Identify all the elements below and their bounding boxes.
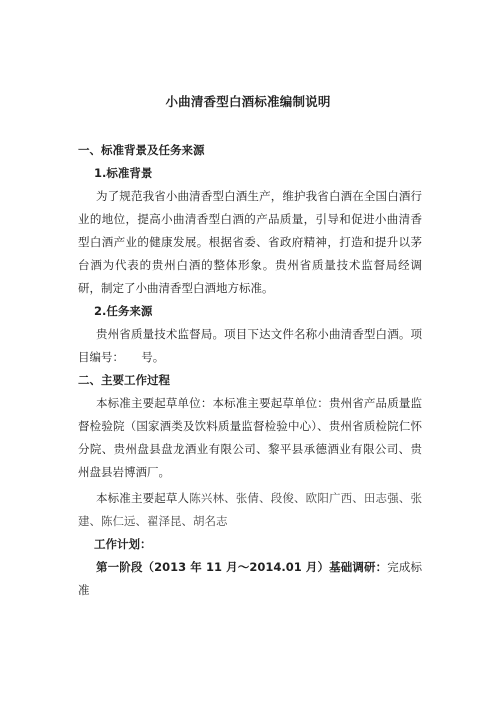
paragraph-task-source: 贵州省质量技术监督局。项目下达文件名称小曲清香型白酒。项目编号： 号。 xyxy=(78,327,422,364)
drafters-lead: 本标准主要起草人 xyxy=(96,491,190,505)
work-plan-heading: 工作计划： xyxy=(94,537,152,551)
paragraph-drafters xyxy=(78,487,422,533)
paragraph-drafting-units: 本标准主要起草单位：本标准主要起草单位：贵州省产品质量监督检验院（国家酒类及饮料质量监督检验中心）、贵州省质检院仁怀分院、贵州盘县盘龙酒业有限公司、黎平县承德酒业有限公司、贵州盘县岩博酒厂。 xyxy=(78,396,422,479)
drafters-names: 陈兴林、张倩、段俊、欧阳广西、田志强、张建、陈仁远、翟泽昆、胡名志 xyxy=(78,491,422,528)
section-heading-work-process: 二、主要工作过程 xyxy=(78,373,170,387)
subsection-heading-background: 1.标准背景 xyxy=(94,166,153,180)
plan-phase-one-rest: 完成标准 xyxy=(78,560,422,597)
subsection-heading-task-source: 2.任务来源 xyxy=(94,304,153,318)
plan-phase-one: 第一阶段（2013 年 11 月～2014.01 月）基础调研： xyxy=(96,560,388,574)
document-body xyxy=(78,139,422,602)
paragraph-background: 为了规范我省小曲清香型白酒生产，维护我省白酒在全国白酒行业的地位，提高小曲清香型白酒的产品质量，引导和促进小曲清香型白酒产业的健康发展。根据省委、省政府精神，打造和提升以茅台酒为代表的贵州白酒的整体形象。贵州省质量技术监督局经调研，制定了小曲清香型白酒地方标准。 xyxy=(78,189,422,295)
section-heading-background: 一、标准背景及任务来源 xyxy=(78,143,205,157)
paragraph-work-plan xyxy=(78,556,422,602)
document-title: 小曲清香型白酒标准编制说明 xyxy=(165,94,331,109)
